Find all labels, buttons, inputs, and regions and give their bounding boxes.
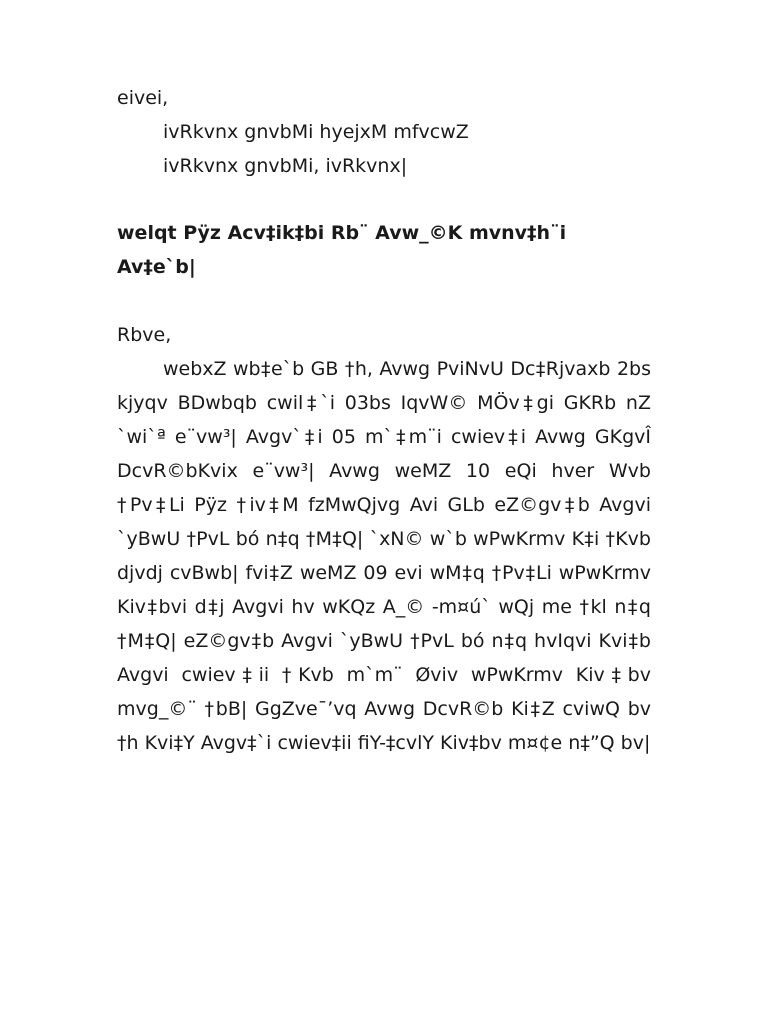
letter-body: webxZ wb‡e`b GB †h, Avwg PviNvU Dc‡Rjvaxb 2bs kjyqv BDwbqb cwil‡`i 03bs IqvW© MÖv‡gi GKRb nZ `wi`ª e¨vw³| Avgv`‡i 05 m`‡m¨i cwiev‡i Avwg GKgvÎ DcvR©bKvix e¨vw³| Avwg weMZ 10 eQi hver Wvb †Pv‡Li Pÿz †iv‡M fzMwQjvg Avi GLb eZ©gv‡b Avgvi `yBwU †PvL bó n‡q †M‡Q| `xN© w`b wPwKrmv K‡i †Kvb djvdj cvBwb| fvi‡Z weMZ 09 evi wM‡q †Pv‡Li wPwKrmv Kiv‡bvi d‡j Avgvi hv wKQz A_© -m¤ú` wQj me †kl n‡q †M‡Q| eZ©gv‡b Avgvi `yBwU †PvL bó n‡q hvIqvi Kvi‡b Avgvi cwiev‡ii †Kvb m`m¨ Øviv wPwKrmv Kiv‡bv mvg_©¨ †bB| GgZve¯’vq Avwg DcvR©b Ki‡Z cviwQ bv †h Kvi‡Y Avgv‡`i cwiev‡ii fiY-‡cvlY Kiv‡bv m¤¢e n‡”Q bv|	[117, 358, 651, 754]
salutation: eivei,	[117, 87, 169, 109]
recipient-lines	[117, 115, 469, 183]
recipient-line-2: ivRkvnx gnvbMi, ivRkvnx|	[163, 155, 408, 177]
greeting: Rbve,	[117, 324, 172, 346]
recipient-line-1: ivRkvnx gnvbMi hyejxM mfvcwZ	[163, 121, 469, 143]
letter-subject: welqt Pÿz Acv‡ik‡bi Rb¨ Avw_©K mvnv‡h¨i Av‡e`b|	[117, 222, 567, 278]
